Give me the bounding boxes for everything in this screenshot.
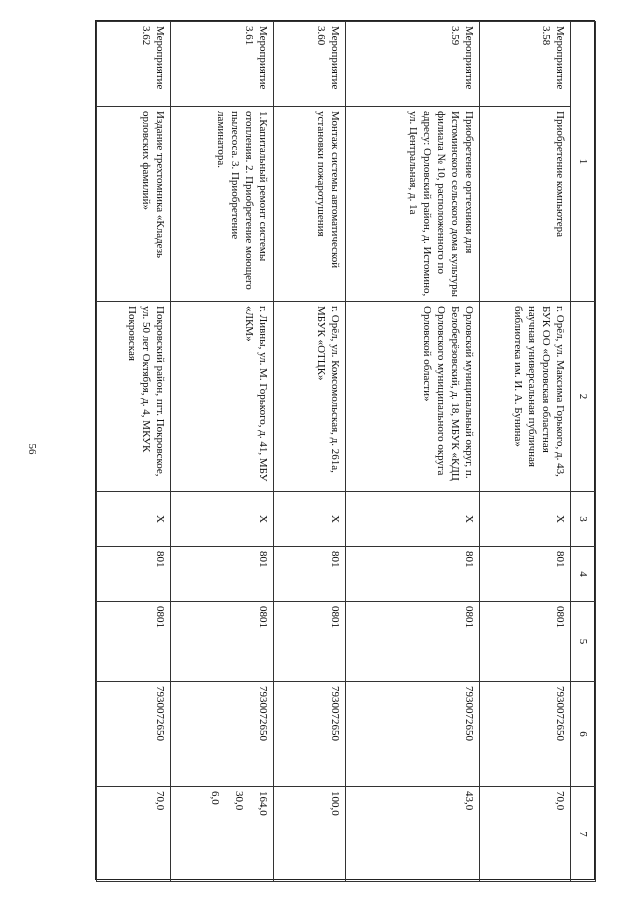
amount-cell xyxy=(97,787,171,882)
measure-action: Монтаж системы автоматической установки пожаротушения xyxy=(315,111,342,269)
mark-cell: X xyxy=(274,492,346,547)
table-row xyxy=(480,22,571,882)
address-cell: г. Ливны, ул. М. Горького, д. 41, МБУ «ЛКМ» xyxy=(171,302,274,492)
measure-cell xyxy=(171,22,274,302)
header-cell: 2 xyxy=(571,302,596,492)
amount-value: 100,0 xyxy=(329,791,342,816)
header-cell: 4 xyxy=(571,547,596,602)
header-cell: 5 xyxy=(571,602,596,682)
kcsr-cell: 7930072650 xyxy=(97,682,171,787)
measure-label: Мероприятие 3.62 xyxy=(97,22,170,107)
measure-action: 1.Капитальный ремонт системы отопления. 2. Приобретение моющего пылесоса. 3. Приобретение ламинатора. xyxy=(215,111,270,290)
grbs-cell: 801 xyxy=(97,547,171,602)
header-cell: 3 xyxy=(571,492,596,547)
page-number: 56 xyxy=(26,443,38,455)
mark-cell: X xyxy=(346,492,480,547)
mark-cell: X xyxy=(171,492,274,547)
table-row xyxy=(346,22,480,882)
mark-cell: X xyxy=(97,492,171,547)
rzpr-cell: 0801 xyxy=(97,602,171,682)
header-row xyxy=(571,22,596,882)
kcsr-cell: 7930072650 xyxy=(480,682,571,787)
rzpr-cell: 0801 xyxy=(274,602,346,682)
amount-value: 70,0 xyxy=(554,791,566,811)
amount-cell xyxy=(480,787,571,882)
amount-value: 164,0 xyxy=(257,791,270,816)
address-cell: г. Орёл, ул. Максима Горького, д. 43, БУК ОО «Орловская областная научная универсальная публичная библиотека им. И. А. Бунина» xyxy=(480,302,571,492)
rzpr-cell: 0801 xyxy=(171,602,274,682)
header-cell: 7 xyxy=(571,787,596,882)
measures-table xyxy=(96,21,596,882)
amount-value: 6,0 xyxy=(209,791,222,805)
grbs-cell: 801 xyxy=(171,547,274,602)
kcsr-cell: 7930072650 xyxy=(346,682,480,787)
measure-action: Приобретение компьютера xyxy=(554,111,566,237)
amount-cell xyxy=(171,787,274,882)
mark-cell: X xyxy=(480,492,571,547)
measure-cell xyxy=(97,22,171,302)
kcsr-cell: 7930072650 xyxy=(171,682,274,787)
rotated-table-frame xyxy=(95,20,595,880)
kcsr-cell: 7930072650 xyxy=(274,682,346,787)
measure-cell xyxy=(274,22,346,302)
grbs-cell: 801 xyxy=(346,547,480,602)
grbs-cell: 801 xyxy=(274,547,346,602)
header-cell: 6 xyxy=(571,682,596,787)
measure-action: Издание трехтомника «Кладезь орловских фамилий» xyxy=(140,111,167,259)
table-row xyxy=(171,22,274,882)
address-cell: Орловский муниципальный округ, п. Белоберёзовский, д. 18, МБУК «КДЦ Орловского муниципального округа Орловской области» xyxy=(346,302,480,492)
measure-label: Мероприятие 3.61 xyxy=(171,22,273,107)
grbs-cell: 801 xyxy=(480,547,571,602)
rzpr-cell: 0801 xyxy=(346,602,480,682)
rzpr-cell: 0801 xyxy=(480,602,571,682)
amount-value: 70,0 xyxy=(154,791,167,811)
measure-cell xyxy=(480,22,571,302)
amount-cell xyxy=(274,787,346,882)
table-row xyxy=(274,22,346,882)
amount-value: 30,0 xyxy=(233,791,246,811)
header-cell: 1 xyxy=(571,22,596,302)
measure-label: Мероприятие 3.59 xyxy=(346,22,479,107)
measure-label: Мероприятие 3.58 xyxy=(480,22,570,107)
amount-value: 43,0 xyxy=(463,791,476,811)
measure-label: Мероприятие 3.60 xyxy=(274,22,345,107)
table-row xyxy=(97,22,171,882)
address-cell: г. Орёл, ул. Комсомольская, д. 261а, МБУК «ОТЦК» xyxy=(274,302,346,492)
address-cell: Покровский район, пгт. Покровское, ул. 50 лет Октября, д. 4, МКУК Покровская xyxy=(97,302,171,492)
measure-action: Приобретение оргтехники для Истоминского сельского дома культуры филиала № 10, расположенного по адресу: Орловский район, д. Истомино, ул. Центральная, д. 1а xyxy=(407,111,476,297)
measure-cell xyxy=(346,22,480,302)
amount-cell xyxy=(346,787,480,882)
